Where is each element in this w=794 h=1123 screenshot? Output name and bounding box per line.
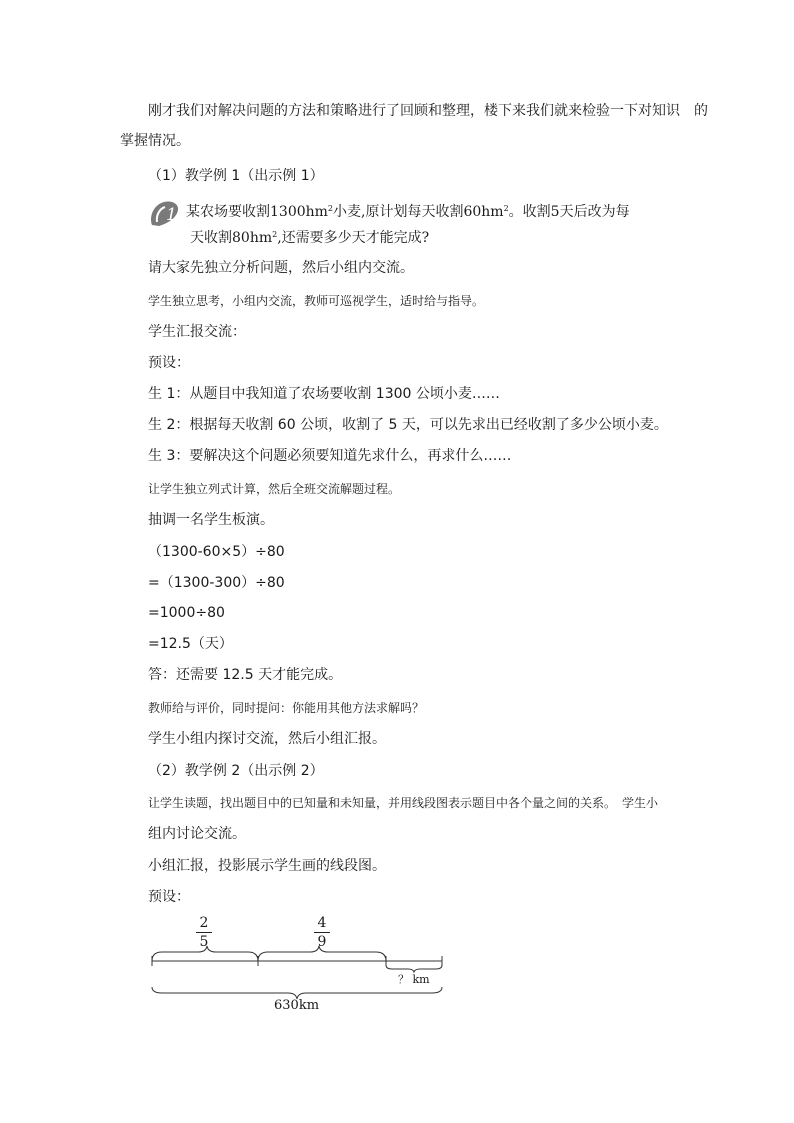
answer-text: 答：还需要 12.5 天才能完成。 xyxy=(148,667,343,683)
student-answer-1: 生 1：从题目中我知道了农场要收割 1300 公顷小麦…… xyxy=(148,386,500,402)
paragraph-intro-line1: 刚才我们对解决问题的方法和策略进行了回顾和整理，楼下来我们就来检验一下对知识 的 xyxy=(148,103,708,119)
instruction-group-report: 小组汇报，投影展示学生画的线段图。 xyxy=(148,858,386,874)
example1-heading: （1）教学例 1（出示例 1） xyxy=(148,168,324,184)
total-630km-label: 630km xyxy=(274,998,320,1013)
equation-step-1: （1300-60×5）÷80 xyxy=(148,544,285,560)
instruction-group-discuss: 学生小组内探讨交流，然后小组汇报。 xyxy=(148,731,386,747)
example2-heading: （2）教学例 2（出示例 2） xyxy=(148,763,324,779)
brace-four-ninths xyxy=(258,946,386,961)
board-demo-text: 抽调一名学生板演。 xyxy=(148,512,274,528)
example1-problem-box xyxy=(148,196,668,246)
instruction-read-problem-line2: 组内讨论交流。 xyxy=(148,826,246,842)
brace-two-fifths xyxy=(152,946,258,961)
example-number-badge-icon xyxy=(148,198,182,228)
paragraph-intro-line2: 掌握情况。 xyxy=(120,133,190,149)
problem-line2: 天收割$80hm^2$,还需要多少天才能完成? xyxy=(190,230,430,246)
student-report-heading: 学生汇报交流： xyxy=(148,324,246,340)
equation-step-4: =12.5（天） xyxy=(148,636,233,652)
student-answer-3: 生 3：要解决这个问题必须要知道先求什么，再求什么…… xyxy=(148,448,512,464)
fraction-two-fifths: 2 5 xyxy=(194,915,214,950)
instruction-calculate: 让学生独立列式计算，然后全班交流解题过程。 xyxy=(148,482,401,496)
svg-text:1: 1 xyxy=(166,205,177,225)
fraction-four-ninths: 4 9 xyxy=(312,915,332,950)
unknown-km-label: ？ km xyxy=(398,973,430,986)
equation-step-2: =（1300-300）÷80 xyxy=(148,575,285,591)
student-answer-2: 生 2：根据每天收割 60 公顷，收割了 5 天，可以先求出已经收割了多少公顷小麦。 xyxy=(148,417,668,433)
instruction-teacher-question: 教师给与评价，同时提问：你能用其他方法求解吗？ xyxy=(148,701,425,715)
problem-line1: 某农场要收割$1300hm^2$小麦,原计划每天收割$60hm^2$。收割5天后改为每 xyxy=(186,204,630,220)
equation-step-3: =1000÷80 xyxy=(148,605,225,621)
preset-label-2: 预设： xyxy=(148,889,190,905)
instruction-independent-analysis: 请大家先独立分析问题，然后小组内交流。 xyxy=(148,260,414,276)
instruction-think-exchange: 学生独立思考，小组内交流，教师可巡视学生，适时给与指导。 xyxy=(148,294,485,308)
preset-label-1: 预设： xyxy=(148,355,190,371)
instruction-read-problem-line1: 让学生读题，找出题目中的已知量和未知量，并用线段图表示题目中各个量之间的关系。 学生小 xyxy=(148,796,659,810)
